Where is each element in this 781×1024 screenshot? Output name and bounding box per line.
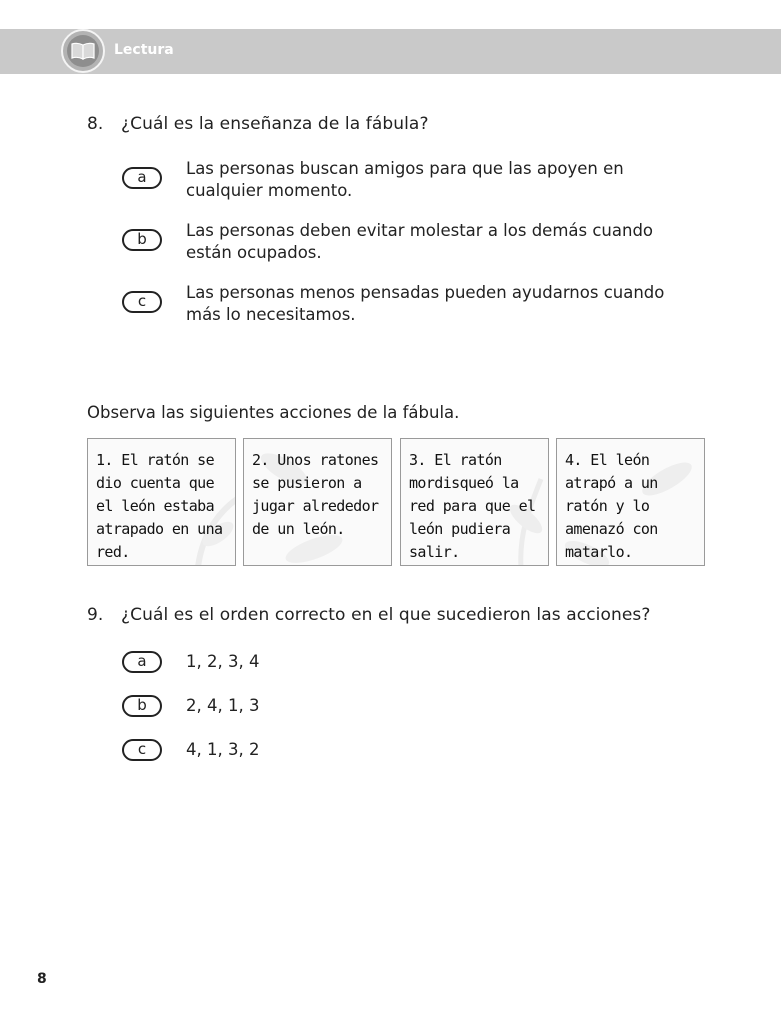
action-card-text: 1. El ratón se dio cuenta que el león estaba atrapado en una red. bbox=[96, 451, 223, 561]
question-9-title bbox=[87, 605, 650, 625]
question-text: ¿Cuál es la enseñanza de la fábula? bbox=[121, 114, 429, 134]
option-letter[interactable]: b bbox=[122, 695, 162, 717]
option-text: Las personas deben evitar molestar a los demás cuando están ocupados. bbox=[186, 221, 654, 262]
option-text: Las personas buscan amigos para que las apoyen en cualquier momento. bbox=[186, 159, 624, 200]
question-8-title bbox=[87, 114, 429, 134]
action-card-4 bbox=[556, 438, 705, 566]
option-letter[interactable]: a bbox=[122, 167, 162, 189]
question-number: 9. bbox=[87, 605, 104, 625]
option-letter[interactable]: c bbox=[122, 291, 162, 313]
option-text: Las personas menos pensadas pueden ayudarnos cuando más lo necesitamos. bbox=[186, 283, 665, 324]
option-letter[interactable]: c bbox=[122, 739, 162, 761]
action-card-2 bbox=[243, 438, 392, 566]
question-text: ¿Cuál es el orden correcto en el que sucedieron las acciones? bbox=[121, 605, 651, 625]
question-number: 8. bbox=[87, 114, 104, 134]
book-icon bbox=[70, 42, 96, 60]
action-card-1 bbox=[87, 438, 236, 566]
action-card-3 bbox=[400, 438, 549, 566]
action-card-text: 2. Unos ratones se pusieron a jugar alrededor de un león. bbox=[252, 451, 379, 538]
option-text: 4, 1, 3, 2 bbox=[186, 740, 260, 759]
page-number: 8 bbox=[37, 971, 47, 987]
actions-intro: Observa las siguientes acciones de la fábula. bbox=[87, 403, 460, 422]
section-label: Lectura bbox=[114, 42, 174, 58]
section-badge bbox=[61, 29, 105, 73]
option-letter[interactable]: b bbox=[122, 229, 162, 251]
option-text: 1, 2, 3, 4 bbox=[186, 652, 260, 671]
option-text: 2, 4, 1, 3 bbox=[186, 696, 260, 715]
action-card-text: 4. El león atrapó a un ratón y lo amenazó con matarlo. bbox=[565, 451, 658, 561]
action-card-text: 3. El ratón mordisqueó la red para que el león pudiera salir. bbox=[409, 451, 536, 561]
option-letter[interactable]: a bbox=[122, 651, 162, 673]
